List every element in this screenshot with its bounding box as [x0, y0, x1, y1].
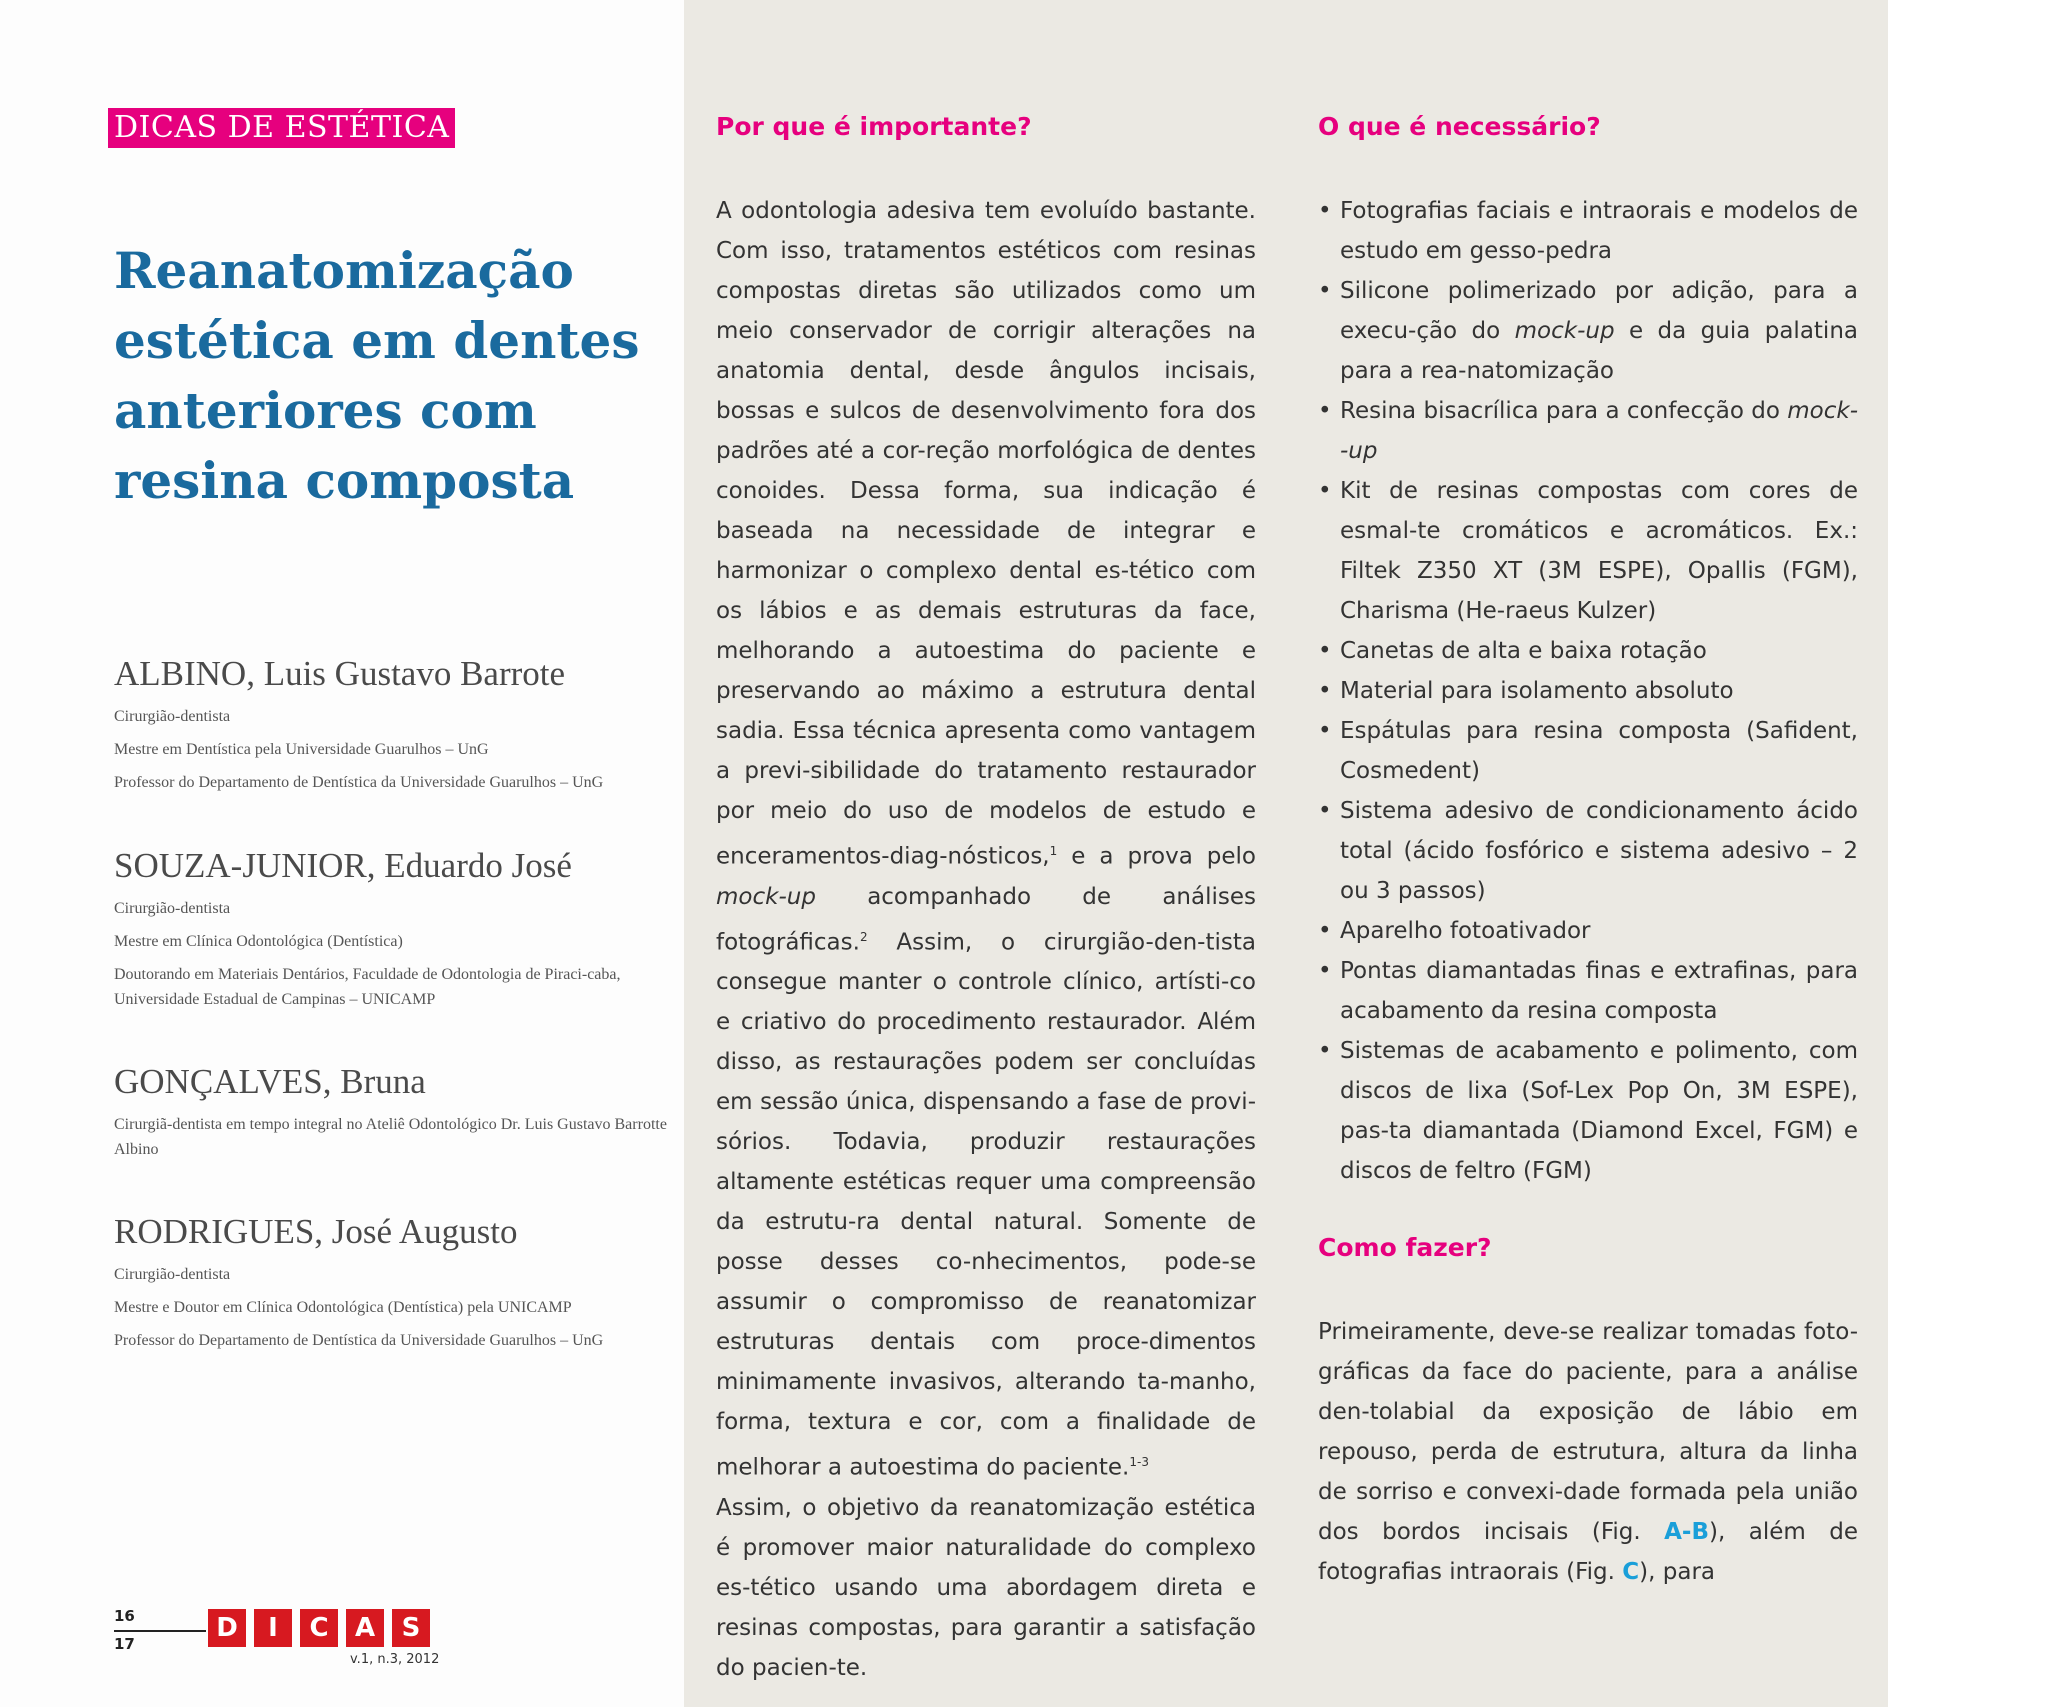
issue-info: v.1, n.3, 2012	[350, 1652, 440, 1667]
why-paragraph-2: Assim, o objetivo da reanatomização estética é promover maior naturalidade do complexo es-tético usando uma abordagem direta e resinas compostas, para garantir a satisfação do pacien-te.	[716, 1494, 1256, 1681]
logo-letter: A	[346, 1609, 384, 1647]
materials-item: • Material para isolamento absoluto	[1318, 671, 1858, 711]
author-credential: Cirurgião-dentista	[114, 1266, 231, 1283]
article-title	[114, 236, 640, 516]
author-block	[114, 652, 674, 803]
section-heading-why: Por que é importante?	[716, 112, 1032, 141]
materials-item: • Aparelho fotoativador	[1318, 911, 1858, 951]
author-block	[114, 1210, 674, 1361]
materials-item: • Silicone polimerizado por adição, para a execu-ção do mock-up e da guia palatina para a rea-natomização	[1318, 271, 1858, 391]
logo-letter: I	[254, 1609, 292, 1647]
figure-ref: A-B	[1664, 1519, 1710, 1545]
materials-item: • Sistemas de acabamento e polimento, com discos de lixa (Sof-Lex Pop On, 3M ESPE), pas-ta diamantada (Diamond Excel, FGM) e discos de feltro (FGM)	[1318, 1031, 1858, 1191]
author-name: SOUZA-JUNIOR, Eduardo José	[114, 846, 572, 885]
title-line: estética em dentes	[114, 311, 640, 370]
materials-item: • Fotografias faciais e intraorais e modelos de estudo em gesso-pedra	[1318, 191, 1858, 271]
title-line: Reanatomização	[114, 241, 574, 300]
section-tag: DICAS DE ESTÉTICA	[108, 108, 455, 148]
page-number-rule	[114, 1630, 206, 1632]
author-credential: Professor do Departamento de Dentística da Universidade Guarulhos – UnG	[114, 1332, 604, 1349]
author-credential: Mestre e Doutor em Clínica Odontológica (Dentística) pela UNICAMP	[114, 1299, 572, 1316]
materials-item: • Kit de resinas compostas com cores de esmal-te cromáticos e acromáticos. Ex.: Filtek Z350 XT (3M ESPE), Opallis (FGM), Charisma (He-raeus Kulzer)	[1318, 471, 1858, 631]
title-line: resina composta	[114, 451, 575, 510]
author-credential: Cirurgião-dentista	[114, 708, 231, 725]
logo-letter: S	[392, 1609, 430, 1647]
page-numbers	[114, 1606, 206, 1655]
logo-letter: C	[300, 1609, 338, 1647]
column-why	[716, 110, 1256, 1688]
materials-item: • Pontas diamantadas finas e extrafinas, para acabamento da resina composta	[1318, 951, 1858, 1031]
author-block	[114, 1060, 674, 1170]
footnote-ref: 2	[859, 929, 868, 944]
author-credential: Mestre em Dentística pela Universidade Guarulhos – UnG	[114, 741, 489, 758]
author-name: ALBINO, Luis Gustavo Barrote	[114, 654, 566, 693]
mockup-term: mock-up	[716, 883, 816, 910]
author-name: GONÇALVES, Bruna	[114, 1062, 426, 1101]
mockup-term: mock-up	[1514, 318, 1615, 344]
page-number-left: 16	[114, 1607, 135, 1625]
page-margin	[1888, 0, 2048, 1707]
footnote-ref: 1	[1049, 844, 1058, 858]
author-credential: Doutorando em Materiais Dentários, Faculdade de Odontologia de Piraci-caba, Universidade Estadual de Campinas – UNICAMP	[114, 966, 621, 1008]
why-paragraph-1: A odontologia adesiva tem evoluído bastante. Com isso, tratamentos estéticos com resinas compostas diretas são utilizados como um meio conservador de corrigir alterações na anatomia dental, desde ângulos incisais, bossas e sulcos de desenvolvimento fora dos padrões até a cor-reção morfológica de dentes conoides. Dessa forma, sua indicação é baseada na necessidade de integrar e harmonizar o complexo dental es-tético com os lábios e as demais estruturas da face, melhorando a autoestima do paciente e preservando ao máximo a estrutura dental sadia. Essa técnica apresenta como vantagem a previ-sibilidade do tratamento restaurador por meio do uso de modelos de estudo e enceramentos-diag-nósticos,$^1$ e a prova pelo mock-up acompanhado de análises fotográficas.$^2$ Assim, o cirurgião-den-tista consegue manter o controle clínico, artísti-co e criativo do procedimento restaurador. Além disso, as restaurações podem ser concluídas em sessão única, dispensando a fase de provi-sórios. Todavia, produzir restaurações altamente estéticas requer uma compreensão da estrutu-ra dental natural. Somente de posse desses co-nhecimentos, pode-se assumir o compromisso de reanatomizar estruturas dentais com proce-dimentos minimamente invasivos, alterando ta-manho, forma, textura e cor, com a finalidade de melhorar a autoestima do paciente.$^{1-3}$	[716, 198, 1256, 1481]
page-number-right: 17	[114, 1634, 135, 1653]
materials-item: • Resina bisacrílica para a confecção do mock--up	[1318, 391, 1858, 471]
author-block	[114, 844, 674, 1020]
author-credential: Mestre em Clínica Odontológica (Dentística)	[114, 933, 403, 950]
figure-ref: C	[1622, 1559, 1640, 1585]
author-name: RODRIGUES, José Augusto	[114, 1212, 518, 1251]
materials-item: • Sistema adesivo de condicionamento ácido total (ácido fosfórico e sistema adesivo – 2 ou 3 passos)	[1318, 791, 1858, 911]
author-credential: Cirurgião-dentista	[114, 900, 231, 917]
dicas-logo	[208, 1609, 430, 1647]
author-credential: Professor do Departamento de Dentística da Universidade Guarulhos – UnG	[114, 774, 604, 791]
section-heading-needed: O que é necessário?	[1318, 112, 1601, 141]
title-line: anteriores com	[114, 381, 537, 440]
materials-item: • Espátulas para resina composta (Safident, Cosmedent)	[1318, 711, 1858, 791]
how-paragraph: Primeiramente, deve-se realizar tomadas foto-gráficas da face do paciente, para a análise den-tolabial da exposição de lábio em repouso, perda de estrutura, altura da linha de sorriso e convexi-dade formada pela união dos bordos incisais (Fig. A-B), além de fotografias intraorais (Fig. C), para	[1318, 1319, 1858, 1585]
mockup-term: mock--up	[1340, 398, 1858, 464]
materials-list	[1318, 191, 1858, 1191]
column-needed	[1318, 110, 1858, 1592]
logo-letter: D	[208, 1609, 246, 1647]
author-credential: Cirurgiã-dentista em tempo integral no Ateliê Odontológico Dr. Luis Gustavo Barrotte Albino	[114, 1116, 667, 1158]
materials-item: • Canetas de alta e baixa rotação	[1318, 631, 1858, 671]
footnote-ref: 1-3	[1129, 1455, 1149, 1470]
section-heading-how: Como fazer?	[1318, 1233, 1492, 1262]
